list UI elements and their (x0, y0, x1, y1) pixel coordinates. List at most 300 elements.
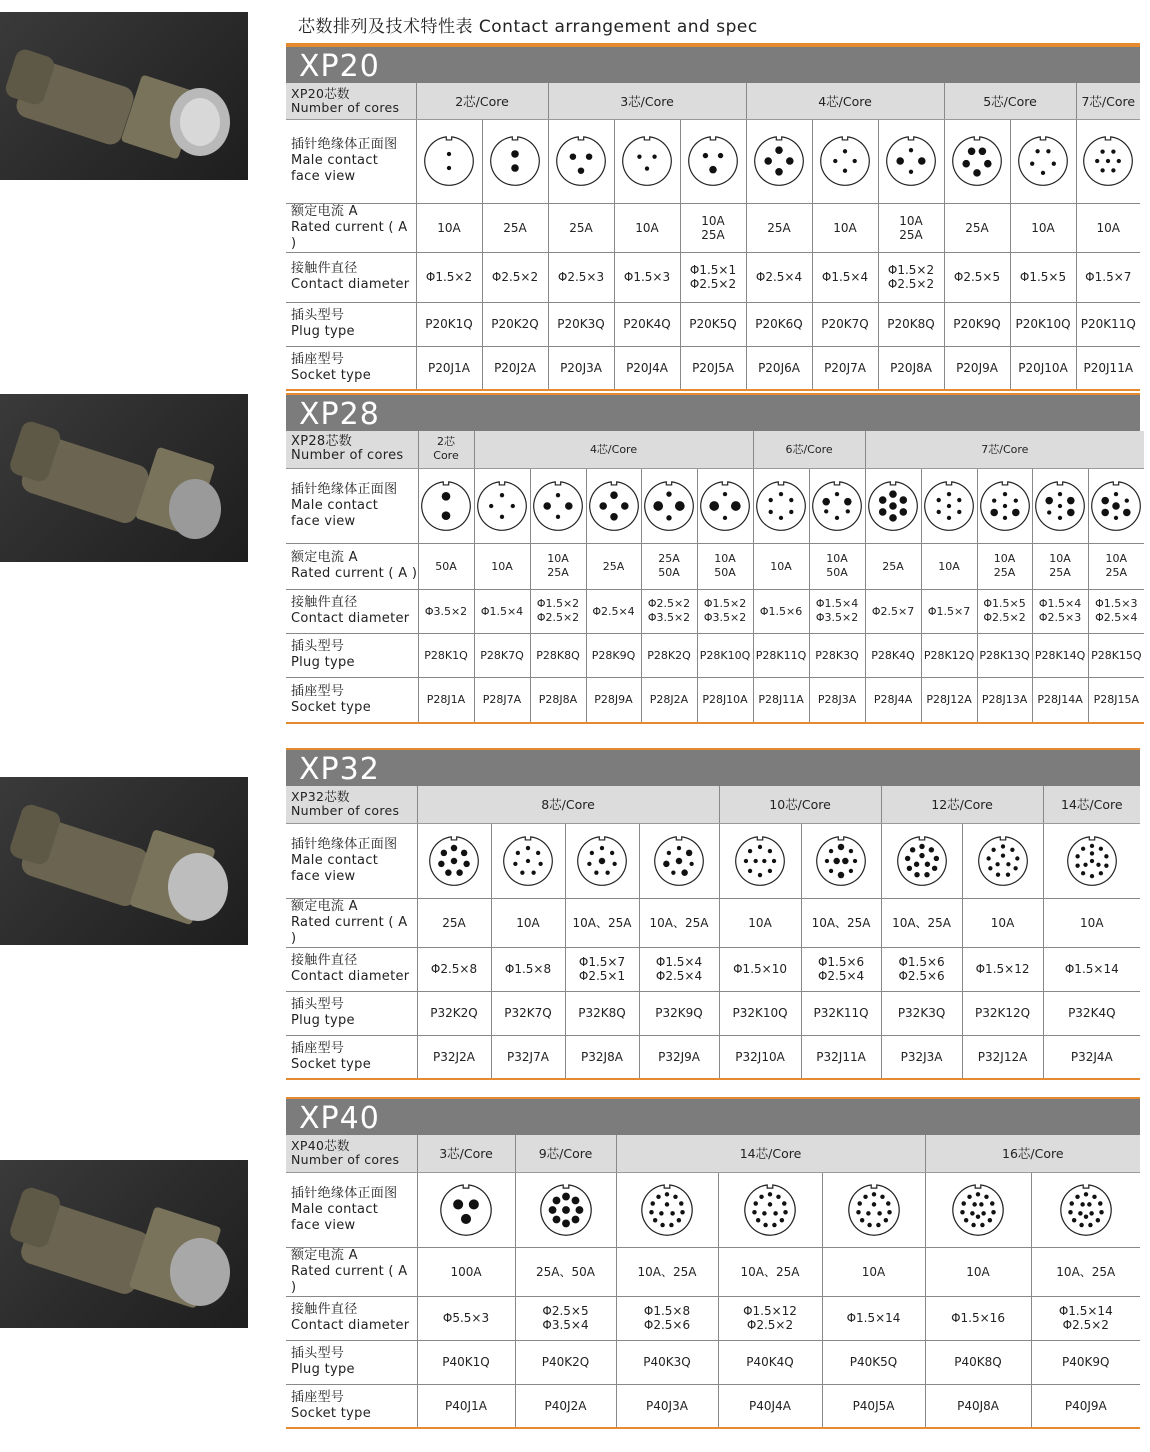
plug-cell: P32K2Q (417, 991, 491, 1035)
row-label-line: 插座型号 (291, 351, 345, 367)
contact-pin (599, 857, 605, 863)
face-cell (639, 823, 719, 898)
contact-pin (1101, 168, 1105, 172)
face-cell (718, 1172, 822, 1247)
cell-line: 10A (899, 213, 923, 228)
contact-pin (971, 1222, 975, 1226)
contact-pin (877, 1211, 881, 1215)
cell-line: Φ3.5×2 (815, 611, 859, 624)
contact-face-icon (686, 134, 740, 188)
contact-pin (610, 491, 618, 499)
contact-pin (931, 865, 936, 870)
contact-face-icon (752, 134, 806, 188)
face-cell (641, 468, 697, 543)
face-cell (1088, 468, 1144, 543)
face-cell (865, 468, 921, 543)
diameter-cell: Φ1.5×5 (1010, 252, 1076, 302)
socket-cell: P32J11A (801, 1035, 881, 1079)
plug-cell: P20K8Q (878, 302, 944, 346)
socket-cell: P28J1A (418, 677, 474, 723)
face-cell (925, 1172, 1031, 1247)
contact-pin (842, 857, 848, 863)
socket-cell: P28J10A (697, 677, 753, 723)
diameter-cell (878, 252, 944, 302)
contact-pin (879, 508, 887, 516)
socket-cell: P28J15A (1088, 677, 1144, 723)
socket-cell: P40J5A (822, 1384, 925, 1428)
contact-pin (900, 496, 908, 504)
contact-pin (914, 872, 919, 877)
face-row (286, 119, 1140, 203)
contact-pin (709, 501, 719, 511)
contact-pin (838, 843, 844, 849)
diameter-cell: Φ1.5×7 (1076, 252, 1140, 302)
connector-image (0, 1160, 248, 1328)
diameter-cell (565, 947, 639, 991)
contact-pin (1052, 162, 1056, 166)
contact-pin (1015, 856, 1019, 860)
cell-line: 2芯 (437, 435, 455, 449)
contact-pin (1099, 1209, 1103, 1213)
face-cell (1043, 823, 1140, 898)
face-cell (515, 1172, 616, 1247)
contact-pin (776, 1194, 780, 1198)
current-cell: 10A (416, 203, 482, 252)
cell-line: Core (433, 449, 459, 463)
contact-pin (752, 1209, 756, 1213)
cell-line: Φ2.5×2 (887, 277, 935, 291)
contact-pin (1079, 1222, 1083, 1226)
contact-pin (670, 1211, 674, 1215)
current-cell: 10A (474, 543, 530, 589)
plug-cell: P20K7Q (812, 302, 878, 346)
contact-face-icon (733, 834, 787, 888)
contact-pin (962, 160, 970, 168)
socket-cell: P32J8A (565, 1035, 639, 1079)
plug-cell: P40K1Q (417, 1340, 515, 1384)
face-cell (680, 119, 746, 203)
contact-pin (780, 1218, 784, 1222)
diameter-cell: Φ3.5×2 (418, 589, 474, 633)
contact-pin (677, 1218, 681, 1222)
cell-line: Φ2.5×1 (578, 969, 626, 983)
contact-pin (889, 490, 897, 498)
contact-pin (822, 497, 830, 505)
contact-face-icon (895, 834, 949, 888)
contact-pin (552, 1196, 560, 1204)
connector-image (0, 394, 248, 562)
plug-cell: P28K11Q (753, 633, 809, 677)
contact-face-icon (639, 1182, 695, 1238)
contact-pin (689, 861, 693, 865)
contact-pin (995, 872, 999, 876)
contact-pin (709, 166, 717, 174)
spec-table (286, 786, 1140, 1080)
contact-face-icon (438, 1182, 494, 1238)
contact-pin (649, 1209, 653, 1213)
contact-pin (1099, 846, 1103, 850)
contact-pin (653, 501, 663, 511)
socket-cell: P32J2A (417, 1035, 491, 1079)
socket-row (286, 1035, 1140, 1079)
plug-cell: P28K2Q (641, 633, 697, 677)
face-cell (616, 1172, 718, 1247)
row-label-line: Contact diameter (291, 611, 410, 626)
row-label-line: face view (291, 513, 356, 529)
contact-pin (763, 1222, 767, 1226)
plug-cell: P32K9Q (639, 991, 719, 1035)
contact-pin (786, 157, 794, 165)
contact-pin (773, 1211, 777, 1215)
contact-pin (995, 862, 999, 866)
cell-line: 50A (714, 566, 736, 579)
row-label-line: 插座型号 (291, 683, 345, 699)
current-cell: 10A (1076, 203, 1140, 252)
contact-pin (447, 166, 451, 170)
contact-pin (1002, 515, 1006, 519)
series-header: XP40 (286, 1097, 1140, 1135)
contact-pin (1084, 1192, 1088, 1196)
diameter-cell: Φ1.5×7 (921, 589, 977, 633)
diameter-row (286, 947, 1140, 991)
contact-pin (571, 1215, 579, 1223)
current-cell: 25A (865, 543, 921, 589)
contact-pin (438, 860, 444, 866)
current-cell: 50A (418, 543, 474, 589)
contact-pin (681, 869, 687, 875)
face-cell (944, 119, 1010, 203)
face-cell (548, 119, 614, 203)
contact-pin (768, 868, 772, 872)
row-label-line: face view (291, 868, 356, 884)
cell-line: 10A (1105, 552, 1128, 565)
contact-pin (666, 515, 671, 520)
contact-pin (829, 868, 833, 872)
current-cell: 10A (614, 203, 680, 252)
contact-pin (896, 157, 904, 165)
contact-pin (605, 870, 609, 874)
contact-pin (637, 155, 641, 159)
plug-cell: P20K5Q (680, 302, 746, 346)
contact-pin (1104, 854, 1108, 858)
contact-pin (1102, 496, 1110, 504)
contact-face-icon (1081, 134, 1135, 188)
contact-face-icon (976, 834, 1030, 888)
socket-row (286, 1384, 1140, 1428)
row-label-line: 插头型号 (291, 1346, 345, 1361)
current-row (286, 1247, 1140, 1296)
socket-cell: P40J4A (718, 1384, 822, 1428)
contact-pin (1041, 171, 1045, 175)
current-cell (809, 543, 865, 589)
diameter-cell: Φ1.5×2 (416, 252, 482, 302)
diameter-cell (718, 1296, 822, 1340)
contact-face-icon (501, 834, 555, 888)
diameter-cell (680, 252, 746, 302)
contact-pin (1090, 851, 1094, 855)
plug-cell: P40K2Q (515, 1340, 616, 1384)
socket-cell: P20J4A (614, 346, 680, 390)
current-cell: 25A (548, 203, 614, 252)
contact-pin (590, 850, 594, 854)
contact-pin (562, 1192, 570, 1200)
current-cell: 10A (1010, 203, 1076, 252)
cell-line: Φ1.5×5 (983, 597, 1026, 610)
plug-row (286, 1340, 1140, 1384)
contact-pin (933, 855, 938, 860)
contact-pin (445, 869, 451, 875)
contact-pin (671, 870, 675, 874)
row-label-line: XP28芯数 (291, 434, 353, 450)
current-cell: 10A (822, 1247, 925, 1296)
section-xp32 (286, 748, 1140, 1080)
row-label-line: XP40芯数 (291, 1138, 350, 1154)
contact-face-icon (575, 834, 629, 888)
cell-line: 10A (701, 213, 725, 228)
contact-pin (769, 497, 773, 501)
row-label-line: XP20芯数 (291, 85, 350, 101)
contact-face-icon (1089, 479, 1143, 533)
contact-pin (990, 1201, 994, 1205)
face-cell (746, 119, 812, 203)
contact-pin (1058, 503, 1062, 507)
contact-face-icon (1058, 1182, 1114, 1238)
diameter-cell: Φ2.5×8 (417, 947, 491, 991)
row-label-line: 接触件直径 (291, 1302, 358, 1317)
cell-line: Φ1.5×2 (536, 597, 580, 610)
contact-pin (1113, 502, 1121, 510)
core-group-header: 16芯/Core (925, 1135, 1140, 1172)
current-cell: 10A (921, 543, 977, 589)
diameter-cell: Φ1.5×8 (491, 947, 565, 991)
contact-face-icon (978, 479, 1032, 533)
cell-line: Φ2.5×5 (542, 1304, 589, 1318)
contact-pin (718, 153, 723, 158)
plug-cell: P32K10Q (719, 991, 801, 1035)
row-label (286, 898, 417, 947)
face-cell (530, 468, 586, 543)
contact-pin (849, 868, 853, 872)
contact-pin (500, 493, 504, 497)
cell-line: Φ2.5×2 (689, 277, 737, 291)
core-group-header: 10芯/Core (719, 786, 881, 823)
plug-cell: P40K3Q (616, 1340, 718, 1384)
plug-cell: P28K4Q (865, 633, 921, 677)
contact-pin (1047, 510, 1051, 514)
row-label-line: Plug type (291, 1013, 355, 1028)
contact-pin (513, 861, 517, 865)
row-label-line: Male contact (291, 153, 379, 168)
diameter-cell (639, 947, 719, 991)
contact-pin (653, 1218, 657, 1222)
plug-cell: P20K6Q (746, 302, 812, 346)
row-label (286, 1296, 417, 1340)
current-cell: 10A (1043, 898, 1140, 947)
contact-pin (600, 845, 604, 849)
contact-pin (857, 1201, 861, 1205)
contact-pin (871, 1202, 875, 1206)
contact-pin (578, 167, 584, 173)
contact-pin (562, 1206, 570, 1214)
diameter-cell (801, 947, 881, 991)
row-label-line: face view (291, 169, 356, 184)
row-label (286, 346, 416, 390)
contact-face-icon (538, 1182, 594, 1238)
current-cell: 10A、25A (639, 898, 719, 947)
diameter-cell: Φ2.5×2 (482, 252, 548, 302)
contact-pin (463, 860, 469, 866)
socket-cell: P40J3A (616, 1384, 718, 1428)
row-label-line: Male contact (291, 497, 379, 513)
contact-pin (962, 1201, 966, 1205)
contact-pin (1098, 1201, 1102, 1205)
series-header: XP20 (286, 45, 1140, 83)
contact-pin (984, 1194, 988, 1198)
contact-pin (442, 511, 451, 520)
row-label-line: 接触件直径 (291, 953, 358, 968)
face-cell (417, 823, 491, 898)
contact-face-icon (554, 134, 608, 188)
current-cell (697, 543, 753, 589)
face-cell (977, 468, 1032, 543)
socket-cell: P20J5A (680, 346, 746, 390)
diameter-cell (881, 947, 962, 991)
contact-pin (1035, 149, 1039, 153)
contact-pin (610, 513, 618, 521)
contact-pin (511, 503, 515, 507)
plug-cell: P20K1Q (416, 302, 482, 346)
contact-pin (723, 515, 727, 519)
current-row (286, 543, 1144, 589)
contact-pin (853, 159, 857, 163)
contact-pin (909, 847, 914, 852)
contact-pin (531, 870, 535, 874)
core-group-header: 7芯/Core (865, 431, 1144, 468)
plug-cell: P28K15Q (1088, 633, 1144, 677)
row-label-line: Rated current ( A ) (291, 219, 408, 251)
contact-pin (970, 1211, 974, 1215)
core-group-header: 6芯/Core (753, 431, 865, 468)
row-label (286, 1340, 417, 1384)
row-label-line: Socket type (291, 1405, 371, 1421)
contact-pin (779, 491, 783, 495)
row-label (286, 302, 416, 346)
contact-pin (883, 1218, 887, 1222)
current-cell: 10A、25A (1031, 1247, 1140, 1296)
cell-line: Φ2.5×2 (647, 597, 691, 610)
contact-pin (526, 858, 530, 862)
plug-cell: P40K4Q (718, 1340, 822, 1384)
contact-pin (594, 870, 598, 874)
current-cell (878, 203, 944, 252)
contact-pin (871, 1192, 875, 1196)
cell-line: Φ2.5×4 (817, 969, 865, 983)
contact-pin (548, 1206, 556, 1214)
contact-pin (571, 1196, 579, 1204)
row-label (286, 991, 417, 1035)
contact-pin (1068, 1209, 1072, 1213)
product-photo-xp40 (0, 1160, 248, 1328)
socket-cell: P20J9A (944, 346, 1010, 390)
row-label-line: 插座型号 (291, 1040, 345, 1056)
plug-cell: P20K2Q (482, 302, 548, 346)
contact-pin (1090, 843, 1094, 847)
face-cell (614, 119, 680, 203)
diameter-cell: Φ1.5×12 (962, 947, 1043, 991)
diameter-cell (1088, 589, 1144, 633)
diameter-cell: Φ1.5×14 (1043, 947, 1140, 991)
cores-row (286, 786, 1140, 823)
contact-pin (789, 509, 793, 513)
row-label (286, 947, 417, 991)
core-group-header: 14芯/Core (1043, 786, 1140, 823)
contact-pin (1125, 498, 1129, 502)
face-cell (753, 468, 809, 543)
contact-pin (772, 1222, 776, 1226)
face-cell (881, 823, 962, 898)
cell-line: Φ2.5×3 (1038, 611, 1082, 624)
contact-pin (947, 491, 951, 495)
cell-line: 25A (547, 566, 569, 579)
contact-pin (756, 1218, 760, 1222)
plug-cell: P28K8Q (530, 633, 586, 677)
contact-pin (447, 152, 451, 156)
contact-pin (835, 515, 839, 519)
current-cell: 100A (417, 1247, 515, 1296)
row-label (286, 786, 417, 823)
plug-cell: P28K10Q (697, 633, 753, 677)
row-label (286, 543, 418, 589)
contact-pin (731, 501, 741, 511)
diameter-cell: Φ1.5×14 (822, 1296, 925, 1340)
row-label (286, 823, 417, 898)
row-label-line: 插针绝缘体正面图 (291, 481, 398, 497)
contact-pin (652, 155, 656, 159)
contact-pin (748, 848, 752, 852)
contact-pin (889, 502, 897, 510)
plug-cell: P28K13Q (977, 633, 1032, 677)
contact-pin (1002, 503, 1006, 507)
contact-pin (665, 1202, 669, 1206)
contact-face-icon (620, 134, 674, 188)
row-label-line: Number of cores (291, 803, 400, 819)
contact-pin (1096, 862, 1100, 866)
cell-line: 10A (1049, 552, 1071, 565)
diameter-cell (1032, 589, 1088, 633)
plug-cell: P40K9Q (1031, 1340, 1140, 1384)
contact-pin (900, 508, 908, 516)
contact-pin (859, 1218, 863, 1222)
contact-face-icon (698, 479, 752, 533)
contact-pin (768, 848, 772, 852)
contact-pin (887, 1209, 891, 1213)
contact-pin (853, 858, 857, 862)
contact-pin (1069, 1201, 1073, 1205)
contact-pin (960, 1209, 964, 1213)
socket-cell: P28J9A (586, 677, 641, 723)
contact-pin (442, 491, 451, 500)
contact-pin (1117, 159, 1121, 163)
contact-pin (762, 1211, 766, 1215)
contact-pin (676, 857, 682, 863)
plug-cell: P20K10Q (1010, 302, 1076, 346)
diameter-cell (809, 589, 865, 633)
contact-pin (979, 148, 987, 156)
face-cell (586, 468, 641, 543)
cell-line: 25A (899, 227, 923, 242)
current-cell: 25A (746, 203, 812, 252)
socket-cell: P28J12A (921, 677, 977, 723)
